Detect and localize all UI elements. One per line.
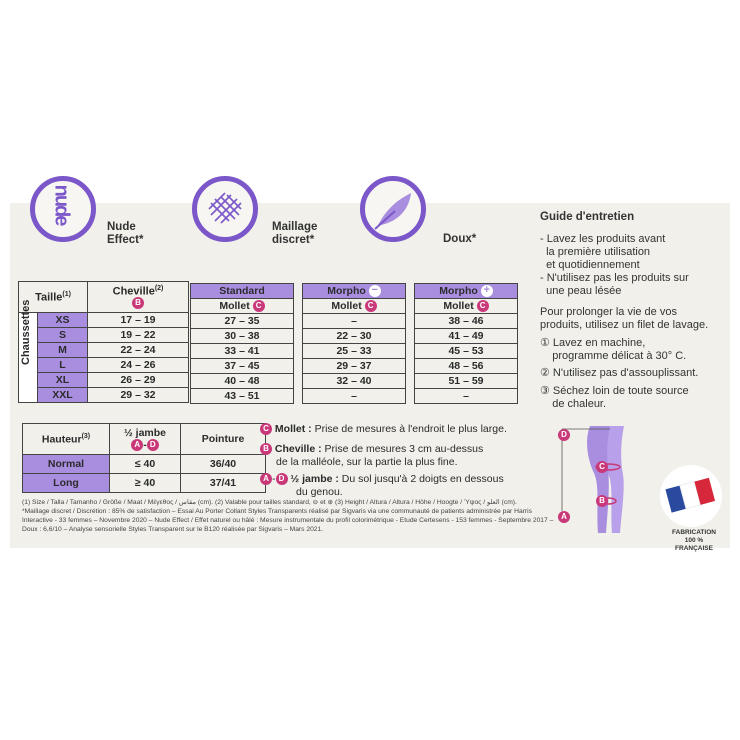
legend-cheville: B Cheville : Prise de mesures 3 cm au-dessus [260, 443, 483, 456]
hauteur-long: Long [23, 474, 110, 493]
hauteur-header: Hauteur$^{(3)}$ [23, 424, 110, 455]
diagram-letter-b: B [596, 495, 608, 507]
height-table [22, 423, 266, 493]
care-step-3b: de chaleur. [540, 398, 607, 410]
morpho-plus-value: 51 – 59 [415, 374, 518, 389]
cheville-xs: 17 – 19 [88, 313, 189, 328]
french-flag-icon [660, 465, 722, 527]
diagram-letter-c: C [596, 461, 608, 473]
morpho-minus-value: – [303, 389, 406, 404]
size-s: S [38, 328, 88, 343]
size-m: M [38, 343, 88, 358]
morpho-plus-header: Morpho + [415, 284, 518, 299]
morpho-minus-value: 29 – 37 [303, 359, 406, 374]
size-table [18, 281, 189, 403]
mesh-badge [192, 176, 258, 242]
jambe-normal: ≤ 40 [110, 455, 181, 474]
size-xs: XS [38, 313, 88, 328]
care-bullet: - Lavez les produits avant [540, 233, 666, 245]
cheville-m: 22 – 24 [88, 343, 189, 358]
taille-header: Taille$^{(1)}$ [19, 282, 88, 313]
chaussettes-label: Chaussettes [19, 313, 38, 403]
hauteur-normal: Normal [23, 455, 110, 474]
feather-badge [360, 176, 426, 242]
standard-value: 30 – 38 [191, 329, 294, 344]
morpho-plus-table [414, 283, 518, 404]
mesh-icon [197, 181, 253, 237]
french-flag-badge [660, 465, 722, 527]
minus-icon: − [369, 285, 381, 297]
standard-sub: Mollet C [191, 299, 294, 314]
fine-print-2: *Maillage discret / Discrétion : 85% de satisfaction – Essai Au Porter Collant Styles Transparents réalisé par Sigvaris via une communauté de patients administrée par Harris [22, 508, 532, 515]
morpho-minus-table [302, 283, 406, 404]
morpho-minus-value: 22 – 30 [303, 329, 406, 344]
morpho-plus-value: 38 – 46 [415, 314, 518, 329]
plus-icon: + [481, 285, 493, 297]
pointure-normal: 36/40 [181, 455, 266, 474]
legend-jambe-cont: du genou. [296, 486, 343, 498]
care-title: Guide d'entretien [540, 211, 635, 223]
legend-jambe: A - D ½ jambe : Du sol jusqu'à 2 doigts en dessous [260, 473, 504, 486]
morpho-minus-header: Morpho − [303, 284, 406, 299]
morpho-plus-value: 48 – 56 [415, 359, 518, 374]
morpho-minus-sub: Mollet C [303, 299, 406, 314]
cheville-l: 24 – 26 [88, 358, 189, 373]
feature-label-nude: Nude Effect* [107, 221, 144, 246]
pointure-header: Pointure [181, 424, 266, 455]
cheville-xl: 26 – 29 [88, 373, 189, 388]
size-l: L [38, 358, 88, 373]
morpho-plus-value: 41 – 49 [415, 329, 518, 344]
size-xxl: XXL [38, 388, 88, 403]
standard-value: 43 – 51 [191, 389, 294, 404]
pointure-long: 37/41 [181, 474, 266, 493]
fine-print-3: Interactive - 33 femmes – Novembre 2020 – Nude Effect / Effet naturel ou hâlé : Mesure instrumentale du profil colorimétrique - Etude Certesens - 153 femmes - Septembre 2017 – [22, 517, 554, 524]
standard-value: 37 – 45 [191, 359, 294, 374]
cheville-s: 19 – 22 [88, 328, 189, 343]
morpho-plus-sub: Mollet C [415, 299, 518, 314]
diagram-letter-d: D [558, 429, 570, 441]
care-step-1b: programme délicat à 30° C. [540, 350, 687, 362]
care-bullet: - N'utilisez pas les produits sur [540, 272, 689, 284]
care-intro: produits, utilisez un filet de lavage. [540, 319, 709, 331]
care-step-2: ② N'utilisez pas d'assouplissant. [540, 367, 699, 379]
care-bullet: une peau lésée [540, 285, 622, 297]
fine-print-1: (1) Size / Talla / Tamanho / Größe / Maat / Μέγεθος / مقاس (cm). (2) Valable pour tailles standard, ⊖ et ⊕ (3) Height / Altura / Altura / Höhe / Hoogte / Ύψος / العلو (cm). [22, 499, 517, 506]
care-bullet: la première utilisation [540, 246, 651, 258]
feature-label-mesh: Maillage discret* [272, 221, 318, 246]
jambe-header: ½ jambe A - D [110, 424, 181, 455]
nude-logo-icon: nude [50, 184, 73, 225]
legend-mollet: C Mollet : Prise de mesures à l'endroit le plus large. [260, 423, 507, 436]
cheville-xxl: 29 – 32 [88, 388, 189, 403]
care-intro: Pour prolonger la vie de vos [540, 306, 677, 318]
diagram-letter-a: A [558, 511, 570, 523]
morpho-minus-value: – [303, 314, 406, 329]
fabrication-label: FABRICATION 100 % FRANÇAISE [672, 529, 716, 552]
standard-table [190, 283, 294, 404]
product-info-panel [10, 184, 730, 552]
care-bullet: et quotidiennement [540, 259, 640, 271]
standard-value: 27 – 35 [191, 314, 294, 329]
feather-icon [365, 181, 421, 237]
jambe-long: ≥ 40 [110, 474, 181, 493]
care-step-1: ① Lavez en machine, [540, 337, 646, 349]
feature-label-doux: Doux* [443, 233, 477, 245]
morpho-minus-value: 25 – 33 [303, 344, 406, 359]
care-step-3: ③ Séchez loin de toute source [540, 385, 689, 397]
size-xl: XL [38, 373, 88, 388]
standard-value: 33 – 41 [191, 344, 294, 359]
standard-value: 40 – 48 [191, 374, 294, 389]
morpho-minus-value: 32 – 40 [303, 374, 406, 389]
nude-logo-badge [30, 176, 96, 242]
legend-cheville-cont: de la malléole, sur la partie la plus fine. [276, 456, 458, 468]
cheville-header: Cheville$^{(2)}$ B [88, 282, 189, 313]
morpho-plus-value: 45 – 53 [415, 344, 518, 359]
standard-header: Standard [191, 284, 294, 299]
fine-print-4: Doux : 6,6/10 – Analyse sensorielle Styles Transparent sur le B120 réalisée par Sigvaris – Mars 2021. [22, 526, 324, 533]
morpho-plus-value: – [415, 389, 518, 404]
